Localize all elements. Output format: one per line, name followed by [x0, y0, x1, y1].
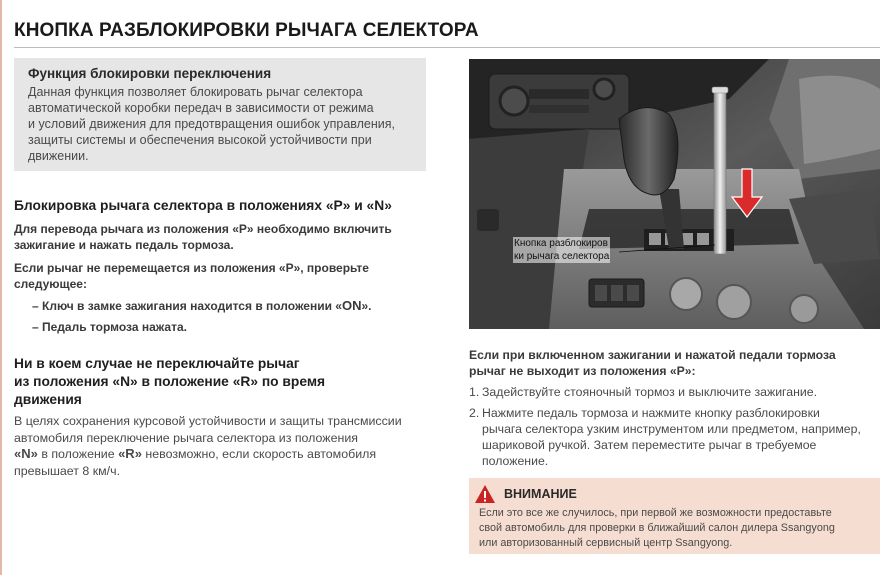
bullet-text: ».	[361, 299, 372, 313]
left-column	[14, 197, 428, 479]
r-mark: «R»	[118, 446, 142, 461]
bullet-text: – Ключ в замке зажигания находится в положении «	[32, 299, 342, 313]
step-text: Задействуйте стояночный тормоз и выключите зажигание.	[482, 385, 818, 399]
section-heading-warning-shift	[14, 355, 428, 409]
text-line: Если рычаг не перемещается из положения «P», проверьте	[14, 261, 369, 275]
text-line: Если это все же случилось, при первой же возможности предоставьте	[479, 507, 832, 519]
text-line: или авторизованный сервисный центр Ssangyong.	[479, 537, 733, 549]
heading-line: Ни в коем случае не переключайте рычаг	[14, 356, 300, 371]
text-line: зажигание и нажать педаль тормоза.	[14, 238, 234, 252]
info-line: Данная функция позволяет блокировать рычаг селектора	[28, 85, 363, 99]
text-fragment: невозможно, если скорость автомобиля	[145, 447, 377, 461]
heading-line: из положения «N» в положение «R» по время	[14, 374, 326, 389]
step-number: 1.	[469, 385, 480, 399]
info-line: защиты системы и обеспечения высокой устойчивости при	[28, 133, 372, 147]
text-line: превышает 8 км/ч.	[14, 463, 121, 478]
warning-header	[474, 483, 577, 505]
text-line: свой автомобиль для проверки в ближайший салон дилера Ssangyong	[479, 522, 835, 534]
info-box	[14, 58, 426, 171]
heading-line: движения	[14, 392, 82, 407]
text-line: рычага селектора узким инструментом или предметом, например,	[482, 422, 861, 436]
warning-triangle-icon	[474, 484, 496, 504]
speed-limit-paragraph	[14, 413, 428, 479]
text-line: Нажмите педаль тормоза и нажмите кнопку разблокировки	[482, 406, 820, 420]
page-edge-line	[0, 0, 2, 575]
text-line: Для перевода рычага из положения «P» необходимо включить	[14, 222, 392, 236]
bullet-brake-pressed: – Педаль тормоза нажата.	[32, 320, 187, 334]
step-text	[482, 405, 881, 469]
text-line: В целях сохранения курсовой устойчивости и защиты трансмиссии	[14, 414, 402, 428]
warning-title: ВНИМАНИЕ	[504, 487, 577, 501]
text-line: положение.	[482, 454, 549, 468]
text-line: шариковой ручкой. Затем переместите рычаг в требуемое	[482, 438, 817, 452]
info-box-text	[28, 84, 414, 164]
info-line: и условий движения для предотвращения ошибок управления,	[28, 117, 395, 131]
info-line: движении.	[28, 149, 89, 163]
warning-box	[469, 478, 880, 554]
warning-text	[479, 506, 874, 551]
section-heading-lock: Блокировка рычага селектора в положениях «P» и «N»	[14, 198, 392, 213]
info-box-title: Функция блокировки переключения	[28, 66, 272, 81]
step-2	[469, 405, 881, 469]
step-number: 2.	[469, 406, 480, 420]
bullet-ignition-on	[14, 298, 428, 314]
photo-illustration	[469, 59, 880, 329]
unlock-button-label	[513, 237, 610, 263]
text-line	[14, 446, 428, 463]
p-check-instruction	[14, 260, 428, 292]
heading-line: рычаг не выходит из положения «P»:	[469, 364, 696, 378]
heading-line: Если при включенном зажигании и нажатой педали тормоза	[469, 348, 836, 362]
label-line: Кнопка разблокиров	[514, 238, 608, 249]
n-mark: «N»	[14, 446, 38, 461]
label-line: ки рычага селектора	[514, 251, 610, 262]
step-1	[469, 384, 881, 400]
info-line: автоматической коробки передач в зависимости от режима	[28, 101, 374, 115]
right-heading	[469, 347, 881, 379]
text-fragment: в положение	[41, 447, 115, 461]
on-mark: ON	[341, 298, 362, 313]
text-line: следующее:	[14, 277, 87, 291]
p-shift-instruction	[14, 221, 428, 253]
text-line: автомобиля переключение рычага селектора из положения	[14, 430, 358, 445]
title-divider	[14, 47, 880, 48]
gear-selector-photo	[469, 59, 880, 329]
right-column	[469, 347, 881, 469]
page-title: КНОПКА РАЗБЛОКИРОВКИ РЫЧАГА СЕЛЕКТОРА	[14, 20, 479, 41]
